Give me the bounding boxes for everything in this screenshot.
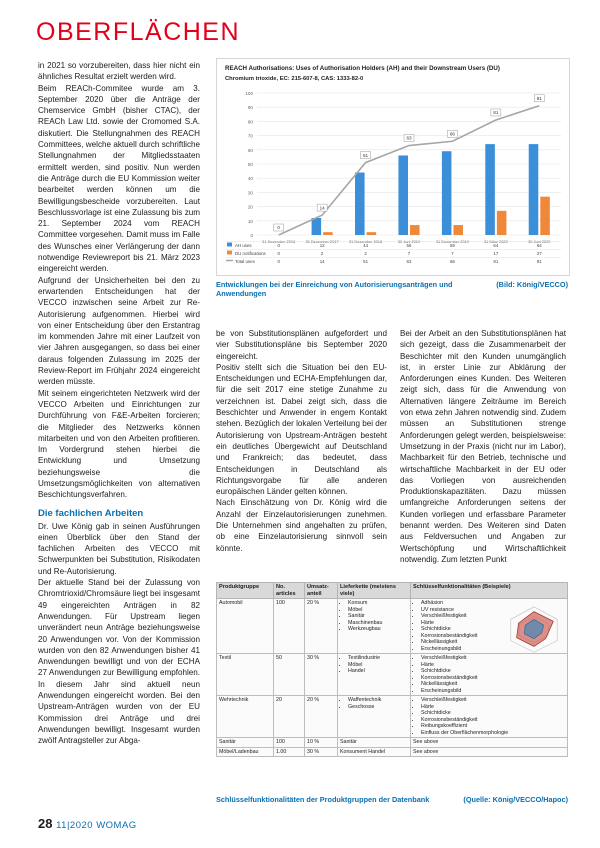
list-item: • Sanitär xyxy=(348,613,408,620)
bar-du-notifications xyxy=(540,197,550,235)
legend-value: 0 xyxy=(277,259,280,264)
bullet-list xyxy=(413,697,565,736)
y-tick-label: 60 xyxy=(247,147,253,153)
x-tick-label: 30 Juni 2019 xyxy=(397,239,421,244)
bar-du-notifications xyxy=(323,232,333,235)
list-item: • UV resistance xyxy=(421,607,565,614)
list-item: • Erscheinungsbild xyxy=(421,688,565,695)
bar-du-notifications xyxy=(497,211,507,235)
radar-chart xyxy=(505,603,563,658)
table-cell xyxy=(411,696,568,738)
chart-caption-text: Entwicklungen bei der Einreichung von Autorisierungsanträgen und Anwendungen xyxy=(216,280,453,298)
bar-du-notifications xyxy=(410,225,420,235)
y-tick-label: 20 xyxy=(247,204,253,210)
legend-value: 66 xyxy=(449,259,455,264)
column-1 xyxy=(38,60,200,747)
table-cell xyxy=(338,599,411,654)
chart-title: REACH Authorisations: Uses of Authorisation Holders (AH) and their Downstream Users (DU) xyxy=(225,65,500,72)
legend-value: 7 xyxy=(407,251,411,256)
table-cell xyxy=(338,654,411,696)
list-item: • Möbel xyxy=(348,607,408,614)
total-data-label: 66 xyxy=(449,131,455,137)
column-3 xyxy=(400,328,566,565)
table-cell: 30 % xyxy=(305,747,338,757)
footer xyxy=(38,816,137,831)
y-tick-label: 10 xyxy=(247,218,253,224)
column-2 xyxy=(216,328,387,554)
list-item: • Maschinenbau xyxy=(348,620,408,627)
y-tick-label: 80 xyxy=(247,119,253,125)
bar-du-notifications xyxy=(367,232,377,235)
table-cell: Automobil xyxy=(217,599,274,654)
table-row xyxy=(217,599,568,654)
bullet-list xyxy=(340,697,408,710)
legend-value: 12 xyxy=(319,243,325,248)
list-item: • Verschleißfestigkeit xyxy=(421,613,565,620)
legend-value: 63 xyxy=(406,259,412,264)
y-tick-label: 90 xyxy=(247,105,253,111)
legend-value: 64 xyxy=(493,243,499,248)
table-row xyxy=(217,738,568,748)
legend-value: 64 xyxy=(536,243,542,248)
table-row xyxy=(217,654,568,696)
legend-swatch xyxy=(227,243,232,247)
legend-value: 44 xyxy=(363,243,369,248)
legend-value: 2 xyxy=(364,251,367,256)
legend-value: 17 xyxy=(493,251,499,256)
bar-du-notifications xyxy=(453,225,463,235)
y-tick-label: 50 xyxy=(247,162,253,167)
legend-value: 81 xyxy=(493,259,499,264)
table-cell xyxy=(338,696,411,738)
bullet-list xyxy=(340,655,408,675)
col-header: Lieferkette (meistens viele) xyxy=(338,583,411,599)
x-tick-label: 31 Dezember 2019 xyxy=(435,239,469,244)
bullet-list xyxy=(340,600,408,633)
paragraph: Nach Einschätzung von Dr. König wird die Anzahl der Einzelautorisierungen zunehmen. Die Unternehmen sind angehalten zu prüfen, ob eine Einzelautorisierung sinnvoll sein könnte. xyxy=(216,498,387,553)
legend-value: 14 xyxy=(319,259,325,264)
table-cell: See above xyxy=(411,738,568,748)
subheading: Die fachlichen Arbeiten xyxy=(38,507,144,519)
bar-ah-uses xyxy=(529,144,539,235)
paragraph: Dr. Uwe König gab in seinen Ausführungen einen Überblick über den Stand der fachlichen Arbeiten des VECCO mit Schwerpunkten bei Substitution, Risikodaten und Re-Autorisierung. xyxy=(38,521,200,576)
y-tick-label: 100 xyxy=(245,91,253,96)
product-group-table xyxy=(216,582,568,757)
legend-value: 0 xyxy=(277,243,280,248)
table-cell: Sanitär xyxy=(338,738,411,748)
bar-ah-uses xyxy=(442,151,452,235)
y-tick-label: 70 xyxy=(247,133,253,139)
section-header: OBERFLÄCHEN xyxy=(36,18,241,46)
legend-label: DU notifications xyxy=(235,251,266,256)
list-item: • Möbel xyxy=(348,662,408,669)
col-header: Umsatz-anteil xyxy=(305,583,338,599)
list-item: • Korrosionsbeständigkeit xyxy=(421,717,565,724)
list-item: • Korrosionsbeständigkeit xyxy=(421,675,565,682)
legend-label: Total uses xyxy=(235,259,255,264)
list-item: • Verschleißfestigkeit xyxy=(421,697,565,704)
legend-value: 91 xyxy=(536,259,542,264)
y-tick-label: 30 xyxy=(247,190,253,196)
chart-subtitle: Chromium trioxide, EC: 215-607-8, CAS: 1333-82-0 xyxy=(225,76,364,82)
list-item: • Korrosionsbeständigkeit xyxy=(421,633,565,640)
bar-ah-uses xyxy=(398,155,408,235)
list-item: • Schichtdicke xyxy=(421,626,565,633)
chart-caption xyxy=(216,280,568,298)
bar-ah-uses xyxy=(312,218,322,235)
legend-swatch xyxy=(227,251,232,255)
paragraph: Positiv stellt sich die Situation bei den EU-Entscheidungen und ECHA-Empfehlungen dar, für die seit 2017 eine stetige Zunahme zu verzeichnen ist. Dabei zeigt sich, dass die Beschichter und Anwender in engem Kontakt stehen. Bezüglich der lokalen Verteilung bei der Autorisierung von Upstream-Anträgen besteht ein deutliches Übergewicht auf Deutschland und Frankreich; das bedeutet, dass Entscheidungen in Deutschland als Richtungsvorgabe für alle anderen europäischen Länder gelten können. xyxy=(216,362,387,497)
table-cell xyxy=(411,599,568,654)
list-item: • Adhäsion xyxy=(421,600,565,607)
table-header-row xyxy=(217,583,568,599)
legend-value: 0 xyxy=(277,251,280,256)
paragraph: Beim REACh-Commitee wurde am 3. September 2020 über die Anträge der Chemservice GmbH (bisher CTAC), der REACh Law Ltd. sowie der Cromomed S.A. diskutiert. Die Stellungnahmen des REACH Committees, welche aktuell durch schriftliche Stellungnahmen der Mitgliedsstaaten ermittelt werden, sind positiv. Nun werden die Anträge durch die EU Kommission weiter bearbeitet werden können um die Bewilligungsbescheide vorzubereiten. Laut Beschlussvorlage ist eine Zulassung bis zum 21. September 2024 vom REACH Committee vorgesehen. Damit muss im Falle des Wunsches einer Verlängerung der dann notwendige Reviewreport bis 21. März 2023 eingereicht werden. xyxy=(38,83,200,274)
table-cell: 20 % xyxy=(305,696,338,738)
x-tick-label: 31 März 2020 xyxy=(483,239,508,244)
table-source: (Quelle: König/VECCO/Hapoc) xyxy=(463,795,568,804)
legend-value: 56 xyxy=(406,243,412,248)
table-cell xyxy=(411,654,568,696)
list-item: • Werkzeugbau xyxy=(348,626,408,633)
legend-value: 27 xyxy=(536,251,542,256)
table-cell: 30 % xyxy=(305,654,338,696)
table-cell: 10 % xyxy=(305,738,338,748)
x-tick-label: 31 Dezember 2016 xyxy=(262,239,296,244)
chart-source: (Bild: König/VECCO) xyxy=(496,280,568,289)
list-item: • Härte xyxy=(421,620,565,627)
table-cell: 50 xyxy=(274,654,305,696)
legend-value: 51 xyxy=(363,259,369,264)
list-item: • Nickellässigkeit xyxy=(421,681,565,688)
y-tick-label: 40 xyxy=(247,176,253,182)
list-item: • Waffentechnik xyxy=(348,697,408,704)
list-item: • Verschleißfestigkeit xyxy=(421,655,565,662)
total-data-label: 81 xyxy=(493,110,499,116)
authorisation-chart xyxy=(216,58,570,276)
x-tick-label: 31 Dezember 2018 xyxy=(349,239,383,244)
total-data-label: 14 xyxy=(319,205,325,211)
list-item: • Geschosse xyxy=(348,704,408,711)
legend-value: 2 xyxy=(320,251,324,256)
issue-label: 11|2020 WOMAG xyxy=(56,820,137,831)
paragraph: in 2021 so vorzubereiten, dass hier nicht ein ähnliches Resultat erzielt werden wird. xyxy=(38,61,200,82)
y-tick-label: 0 xyxy=(250,233,253,238)
table-caption-text: Schlüsselfunktionalitäten der Produktgruppen der Datenbank xyxy=(216,795,430,804)
paragraph: Aufgrund der Unsicherheiten bei den zu erwartenden Entscheidungen hat der VECCO inzwischen seine Arbeit zur Re-Autorisierung aufgenommen. Hierbei wird von einer Entscheidung über den Erstantrag im kommenden Jahre mit einer Laufzeit von vier Jahren ausgegangen, so dass bei einer daraus folgenden Zulassung im 2025 der Review-Report im Frühjahr 2024 eingereicht werden müsste. xyxy=(38,275,200,387)
table-cell: Wehrtechnik xyxy=(217,696,274,738)
paragraph: Der aktuelle Stand bei der Zulassung von Chromtrioxid/Chromsäure liegt bei insgesamt 49 eingereichten Anträgen in 82 Anwendungen. Für Upstream liegen unverändert neun Anträge beziehungsweise 20 Anwendungen vor. Von der Kommission wurden von den 82 Anwendungen bisher 41 Anwendungen bewilligt und von der ECHA 27 Anwendungen zur Bewilligung empfohlen. In diesem Jahr sind aktuell neun Anwendungen eingereicht worden. Bei den Upstream-Anträgen wurden von der EU Kommission drei Anträge und drei Anwendungen bewilligt. Insgesamt wurden zwölf Antragsteller zur Abga- xyxy=(38,578,200,746)
list-item: • Härte xyxy=(421,662,565,669)
col-header: No. articles xyxy=(274,583,305,599)
list-item: • Konsum xyxy=(348,600,408,607)
page-number: 28 xyxy=(38,816,53,831)
table-cell: Sanitär xyxy=(217,738,274,748)
list-item: • Schichtdicke xyxy=(421,668,565,675)
total-data-label: 0 xyxy=(277,225,280,231)
bar-ah-uses xyxy=(355,173,365,235)
col-header: Schlüsselfunktionalitäten (Beispiele) xyxy=(411,583,568,599)
x-tick-label: 30 Juni 2020 xyxy=(528,239,551,244)
table-cell: 100 xyxy=(274,599,305,654)
table-row xyxy=(217,747,568,757)
bar-ah-uses xyxy=(485,144,495,235)
x-tick-label: 31 Dezember 2017 xyxy=(305,239,339,244)
legend-value: 7 xyxy=(451,251,454,256)
table-row xyxy=(217,696,568,738)
paragraph: Bei der Arbeit an den Substitutionsplänen hat sich gezeigt, dass die Zusammenarbeit der Beschichter mit den Kunden unumgänglich ist, in erster Linie zur Abklärung der Anforderungen eines Kunden. Des Weiteren zeigt sich, dass für die Anwendung von Alternativen längere Zeiträume im Bereich von etwa zehn Jahren notwendig sind. Zudem müssen an Substitutionen strenge Anforderungen gelegt werden, beispielsweise: Umsetzung in der Praxis (nicht nur im Labor), Machbarkeit für den Betrieb, technische und wirtschaftliche Machbarkeit in der EU oder das Vorliegen von ausreichenden Produktionskapazitäten. Dazu müssen umfangreiche Anforderungen seitens der Kunden vorliegen und erfassbare Parameter benannt werden. Des Weiteren sind Daten aus Feldversuchen und Angaben zur Wertschöpfung und Wirtschaftlichkeit notwendig. Zum letzten Punkt xyxy=(400,329,566,564)
list-item: • Handel xyxy=(348,668,408,675)
col-header: Produktgruppe xyxy=(217,583,274,599)
list-item: • Schichtdicke xyxy=(421,710,565,717)
list-item: • Härte xyxy=(421,704,565,711)
legend-label: AH uses xyxy=(235,243,252,248)
table-cell: Textil xyxy=(217,654,274,696)
table-cell: 20 % xyxy=(305,599,338,654)
table-caption xyxy=(216,795,568,804)
paragraph: Mit seinem eingerichteten Netzwerk wird der VECCO Arbeiten und Einrichtungen zur Durchführung von F&E-Arbeiten forcieren; die Mitglieder des Netzwerks können mitarbeiten und von den Arbeiten profitieren. Im Vordergrund stehen hierbei die Entwicklung und Umsetzung beziehungsweise die Umsetzungsmöglichkeiten von alternativen Beschichtungsverfahren. xyxy=(38,388,200,500)
table-cell: 20 xyxy=(274,696,305,738)
table-cell: 100 xyxy=(274,738,305,748)
list-item: • Reibungskoeffizient xyxy=(421,723,565,730)
chart-svg xyxy=(217,59,569,275)
paragraph: be von Substitutionsplänen aufgefordert und vier Substitutionspläne bis September 2020 eingereicht. xyxy=(216,329,387,361)
total-data-label: 51 xyxy=(363,152,369,158)
list-item: • Textilindustrie xyxy=(348,655,408,662)
list-item: • Nickellässigkeit xyxy=(421,639,565,646)
legend-value: 59 xyxy=(449,243,455,248)
total-data-label: 91 xyxy=(536,95,542,101)
table-cell: Möbel/Ladenbau xyxy=(217,747,274,757)
table-cell: 1.00 xyxy=(274,747,305,757)
table-cell: See above xyxy=(411,747,568,757)
list-item: • Einfluss der Oberflächenmorphologie xyxy=(421,730,565,737)
list-item: • Erscheinungsbild xyxy=(421,646,565,653)
total-data-label: 63 xyxy=(406,135,412,141)
table-cell: Konsument Handel xyxy=(338,747,411,757)
radar-icon xyxy=(505,603,563,655)
bullet-list xyxy=(413,655,565,694)
